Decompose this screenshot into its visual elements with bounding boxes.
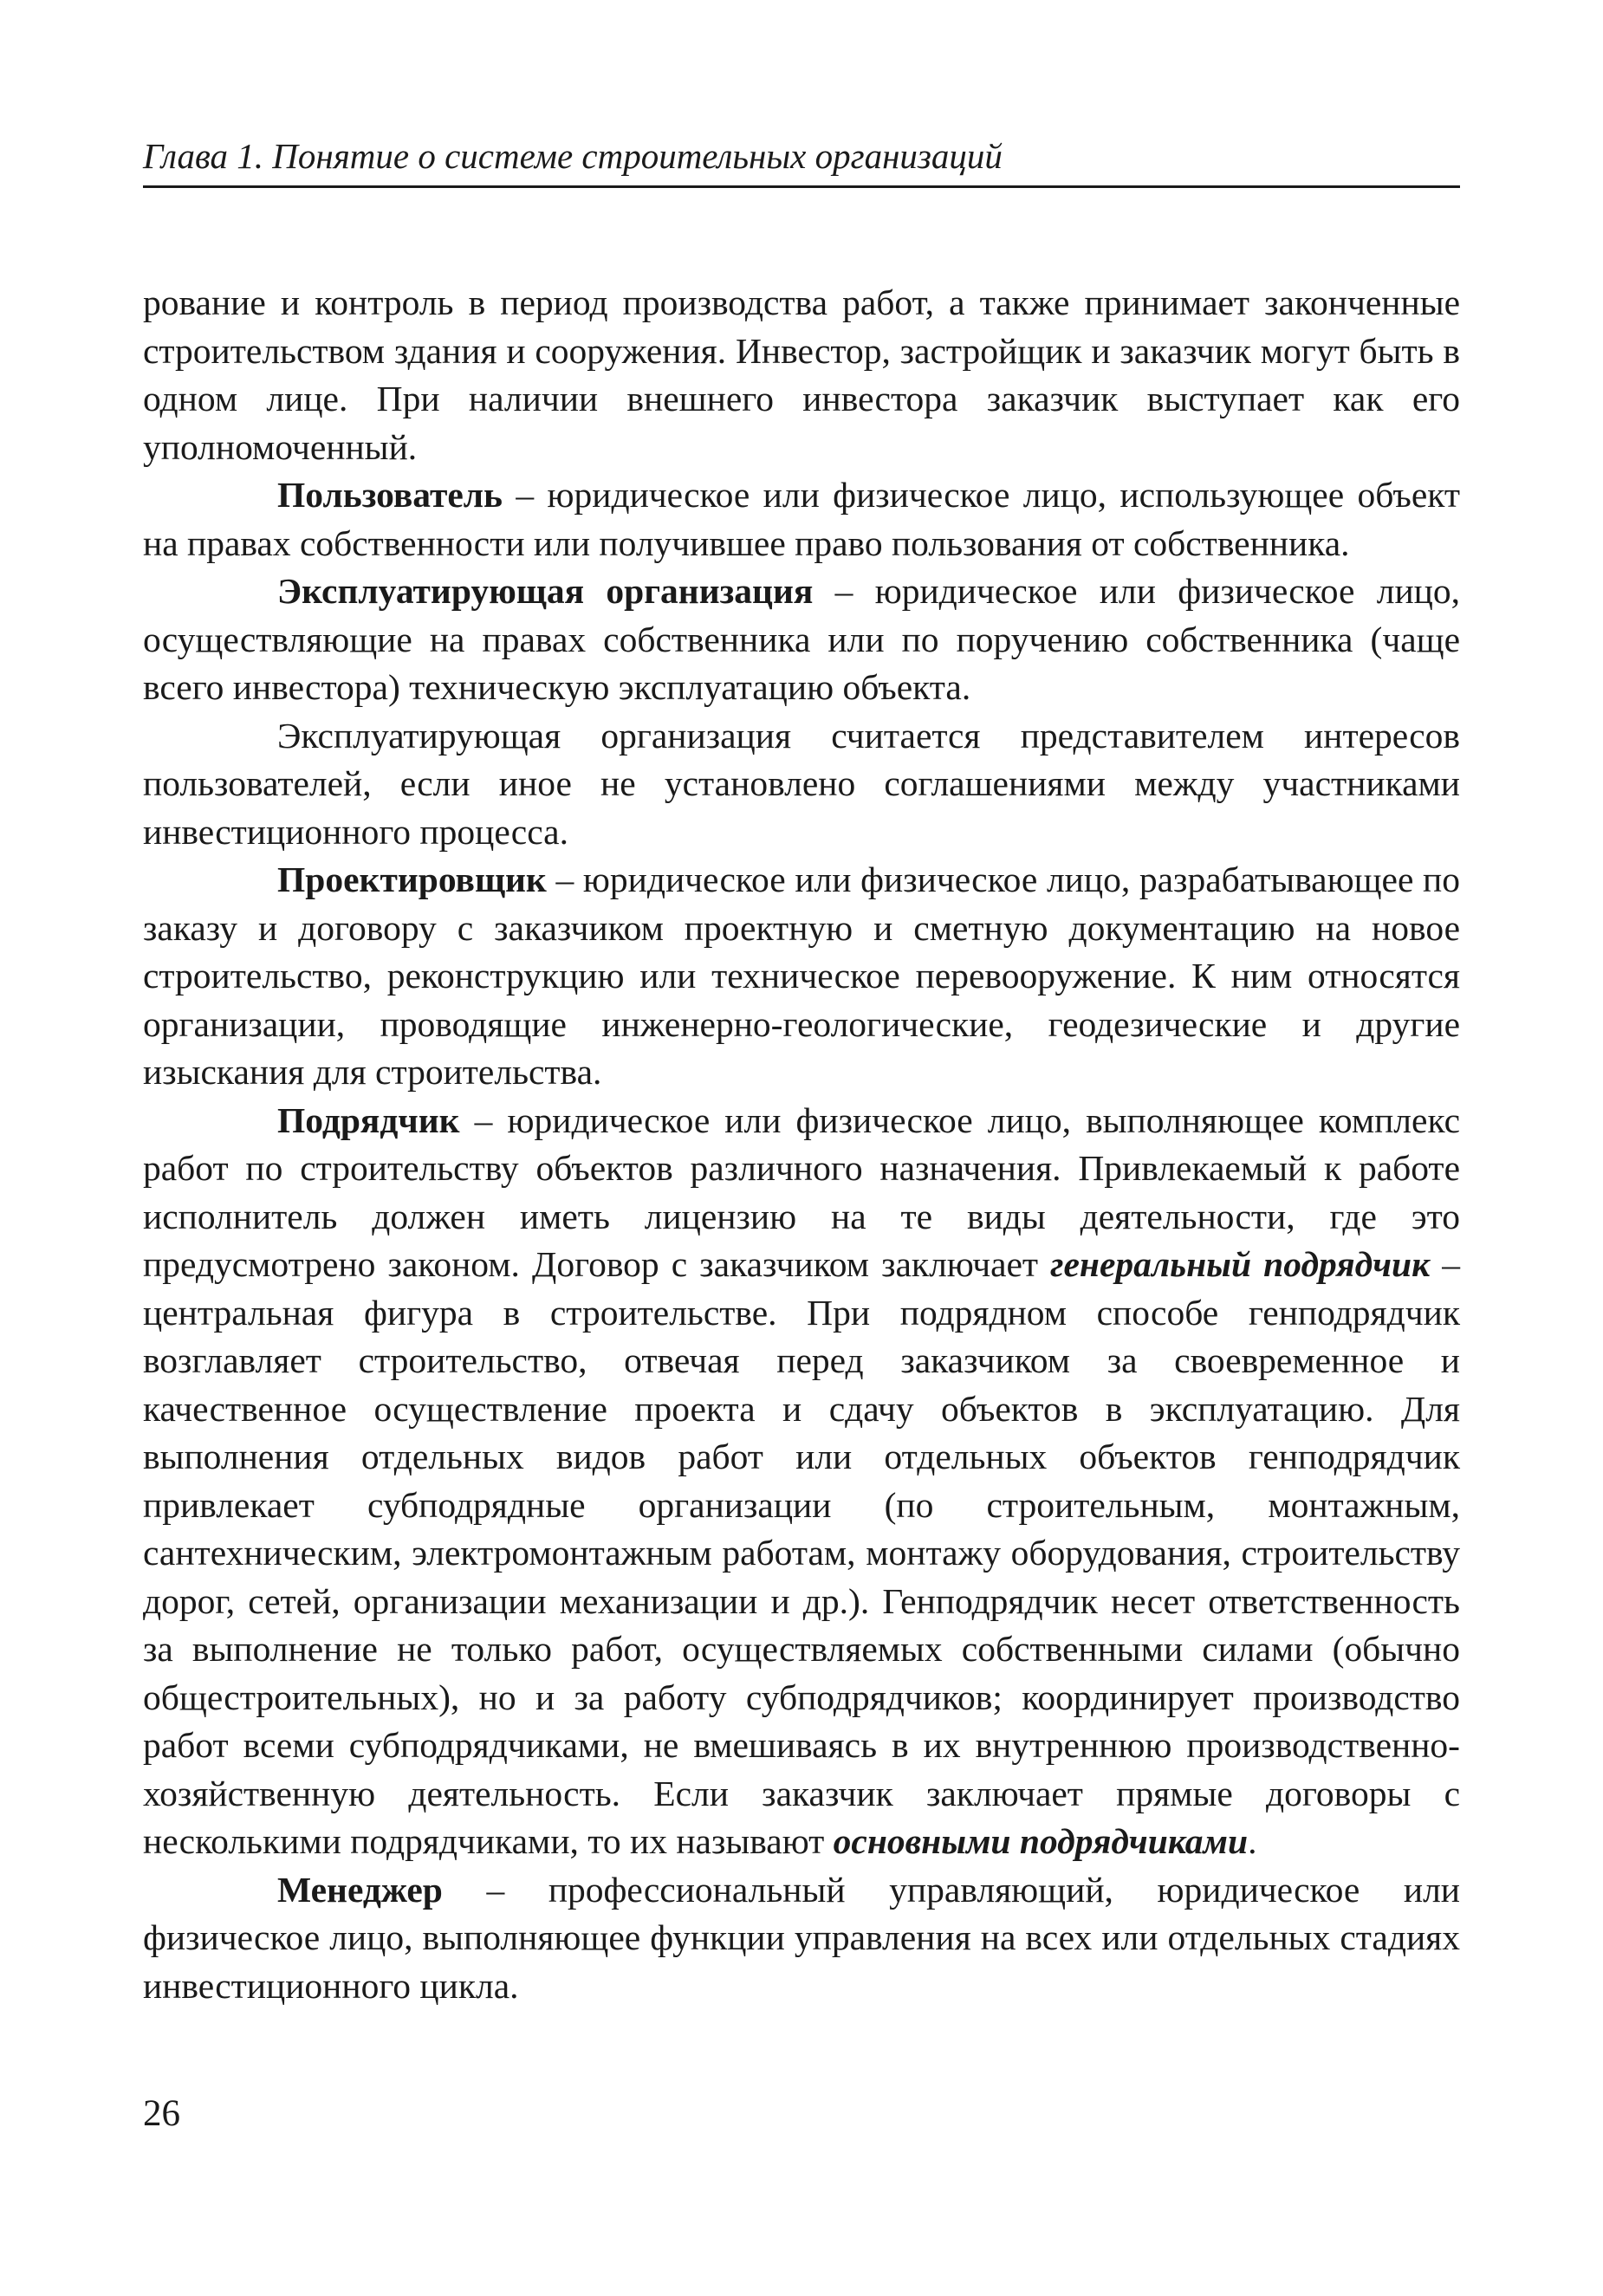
paragraph-designer — [143, 856, 1460, 1097]
body-text — [143, 279, 1460, 2010]
paragraph-operating-organization-note — [143, 712, 1460, 857]
running-header: Глава 1. Понятие о системе строительных организаций — [143, 136, 1003, 176]
term-operating-organization: Эксплуатирующая организация — [277, 571, 814, 611]
paragraph-text: рование и контроль в период производства работ, а также принимает законченные строительством здания и сооружения. Инвестор, застройщик и заказчик могут быть в одном лице. При наличии внешнего инвестора заказчик выступает как его уполномоченный. — [143, 282, 1460, 467]
term-manager: Менеджер — [277, 1869, 443, 1910]
term-designer: Проектировщик — [277, 859, 547, 899]
paragraph-text: Эксплуатирующая организация считается представителем интересов пользователей, если иное не установлено соглашениями между участниками инвестиционного процесса. — [143, 715, 1460, 852]
term-general-contractor: генеральный подрядчик — [1050, 1244, 1431, 1284]
paragraph-text: – юридическое или физическое лицо, разрабатывающее по заказу и договору с заказчиком проектную и сметную документацию на новое строительство, реконструкцию или техническое перевооружение. К ним относятся организации, проводящие инженерно-геологические, геодезические и другие изыскания для строительства. — [143, 859, 1460, 1092]
paragraph-text: – юридическое или физическое лицо, осуществляющие на правах собственника или по поручению собственника (чаще всего инвестора) техническую эксплуатацию объекта. — [143, 571, 1460, 707]
page-number: 26 — [143, 2093, 180, 2134]
paragraph-contractor — [143, 1097, 1460, 1866]
paragraph-user — [143, 471, 1460, 568]
paragraph-text: – юридическое или физическое лицо, использующее объект на правах собственности или получившее право пользования от собственника. — [143, 475, 1460, 563]
paragraph-text: . — [1248, 1821, 1257, 1861]
term-main-contractors: основными подрядчиками — [833, 1821, 1249, 1861]
paragraph-text: – центральная фигура в строительстве. При подрядном способе генподрядчик возглавляет строительство, отвечая перед заказчиком за своевременное и качественное осуществление проекта и сдачу объектов в эксплуатацию. Для выполнения отдельных видов работ или отдельных объектов генподрядчик привлекает субподрядные организации (по строительным, монтажным, сантехническим, электромонтажным работам, монтажу оборудования, строительству дорог, сетей, организации механизации и др.). Генподрядчик несет ответственность за выполнение не только работ, осуществляемых собственными силами (обычно общестроительных), но и за работу субподрядчиков; координирует производство работ всеми субподрядчиками, не вмешиваясь в их внутреннюю производственно-хозяйственную деятельность. Если заказчик заключает прямые договоры с несколькими подрядчиками, то их называют — [143, 1244, 1460, 1861]
header-rule — [143, 185, 1460, 188]
term-contractor: Подрядчик — [277, 1099, 460, 1140]
paragraph-text: – юридическое или физическое лицо, выполняющее комплекс работ по строительству объектов различного назначения. Привлекаемый к работе исполнитель должен иметь лицензию на те виды деятельности, где это предусмотрено законом. Договор с заказчиком заключает — [143, 1099, 1460, 1284]
paragraph-manager — [143, 1866, 1460, 2011]
paragraph-continuation — [143, 279, 1460, 471]
paragraph-text: – профессиональный управляющий, юридическое или физическое лицо, выполняющее функции управления на всех или отдельных стадиях инвестиционного цикла. — [143, 1869, 1460, 2006]
term-user: Пользователь — [277, 475, 503, 515]
paragraph-operating-organization — [143, 568, 1460, 712]
